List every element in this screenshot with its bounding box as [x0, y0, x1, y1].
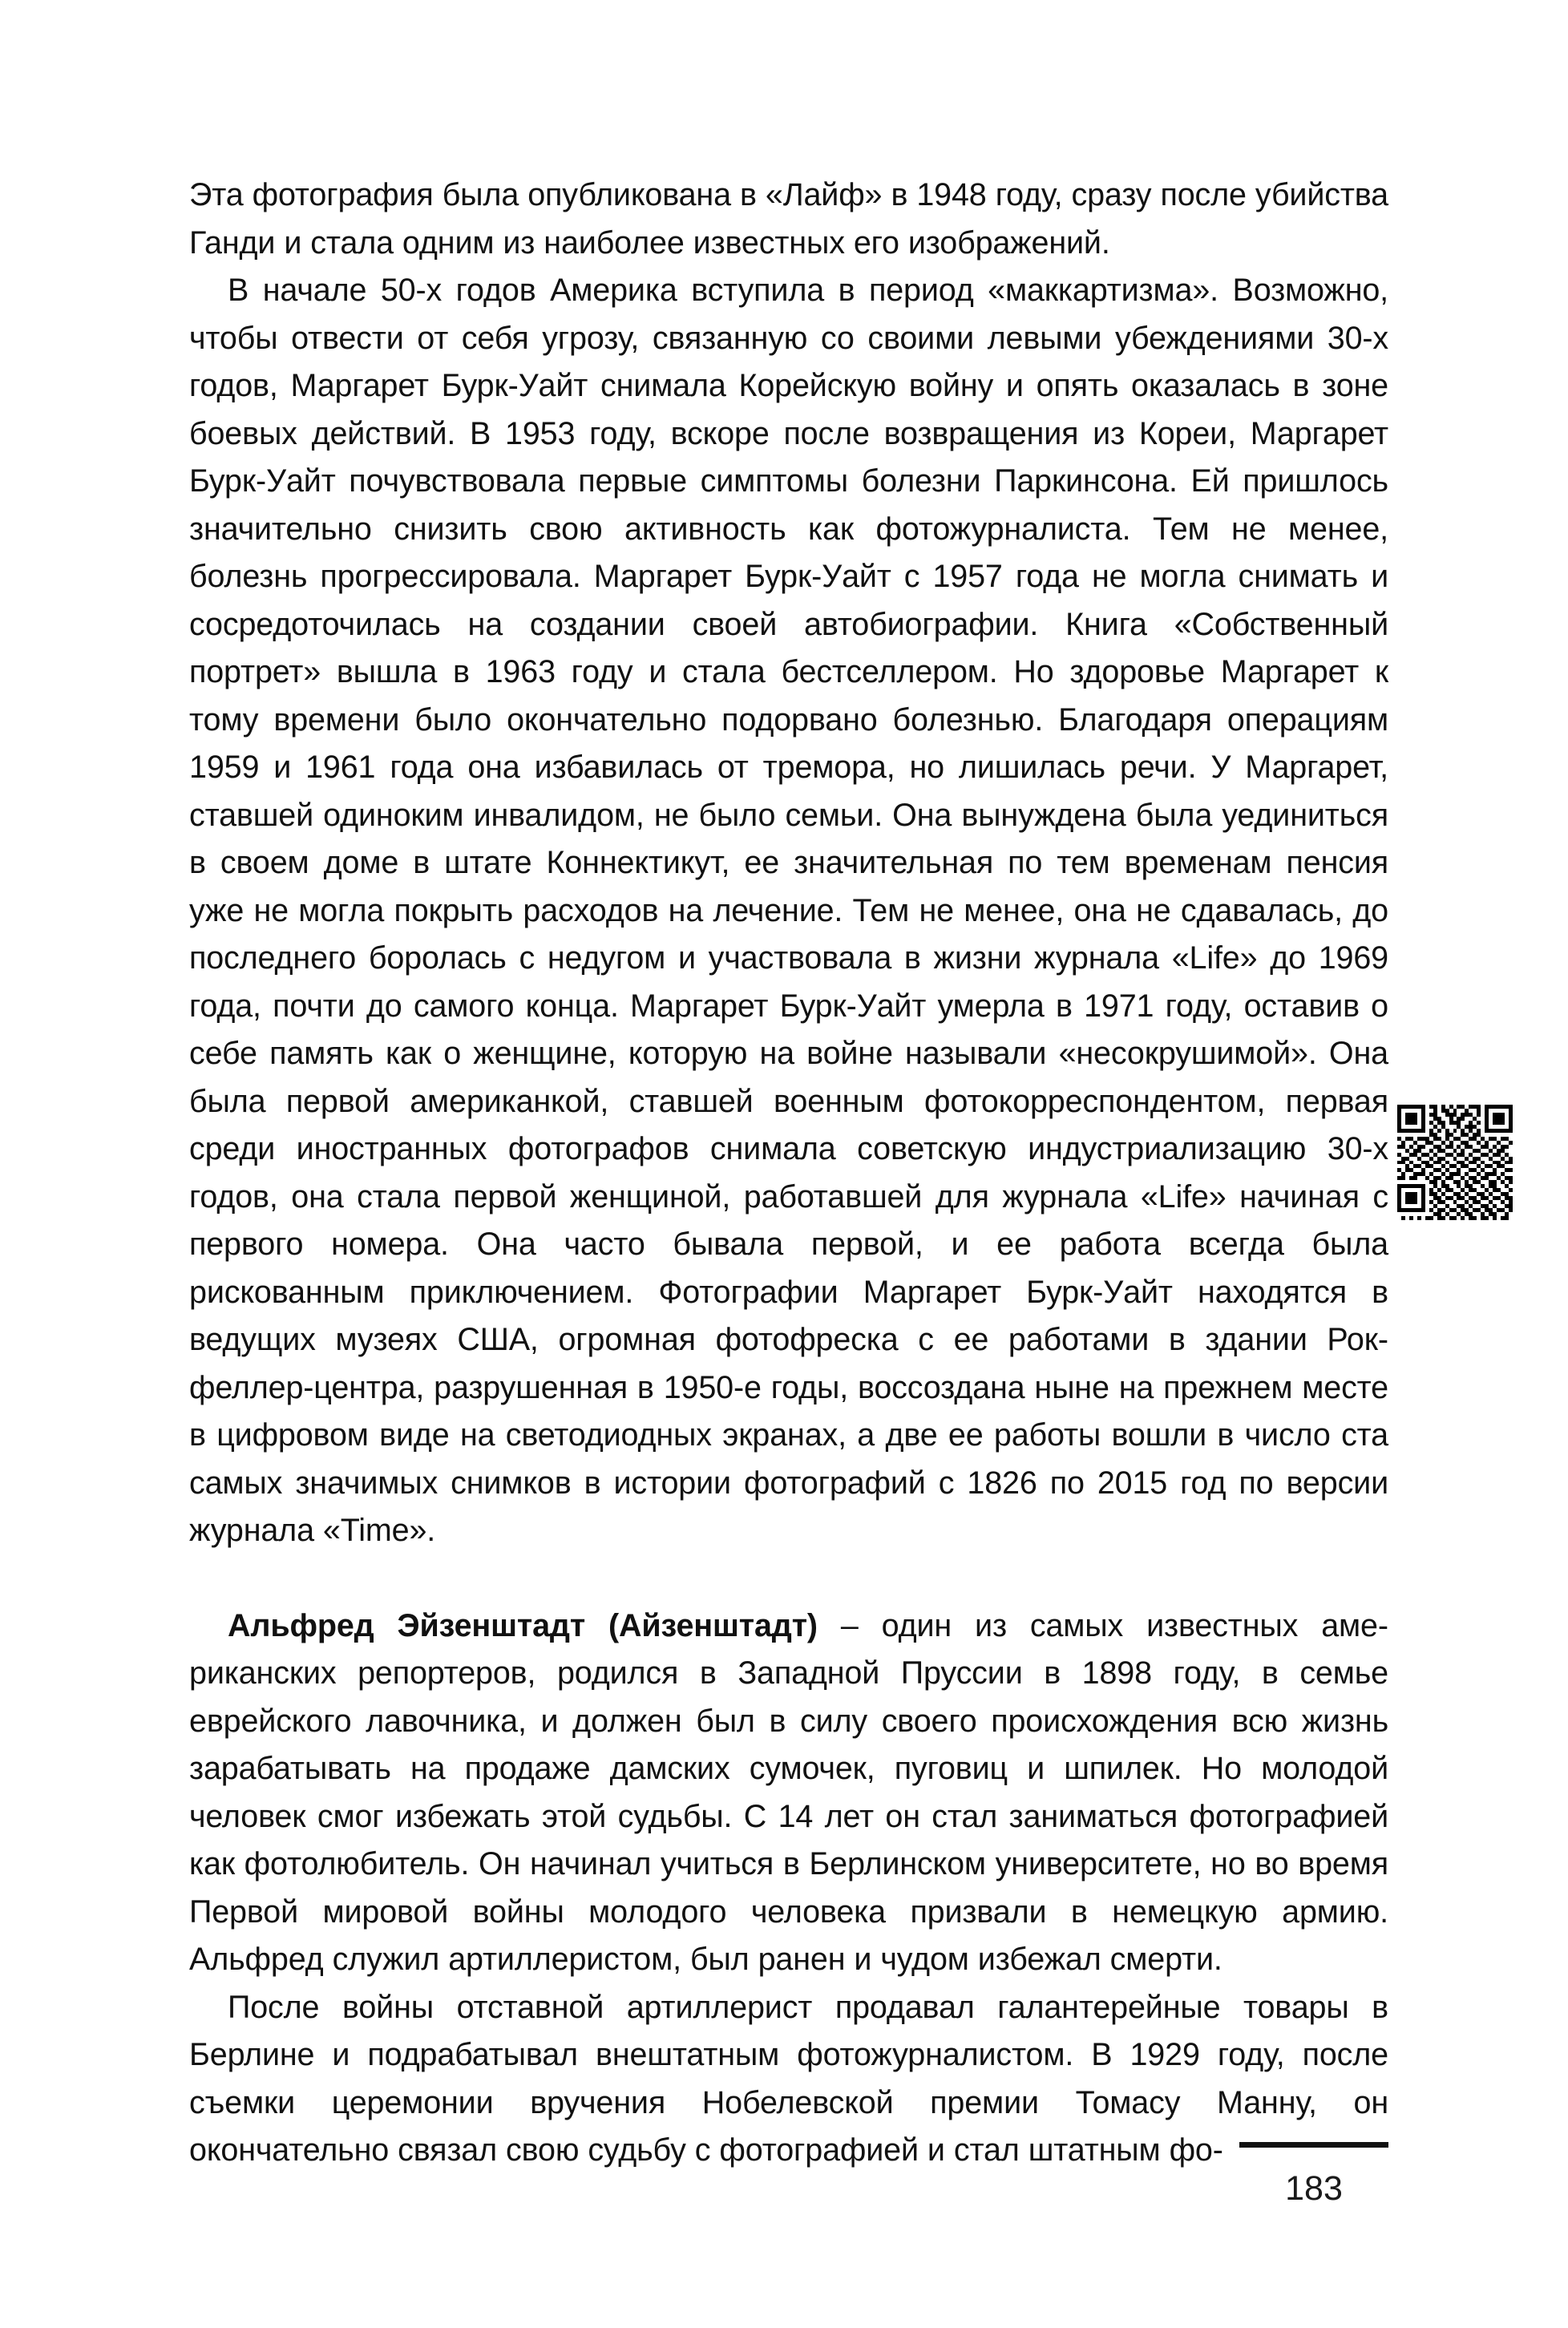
page-text-column	[189, 172, 1388, 2175]
footer-divider	[1239, 2142, 1388, 2148]
paragraph-eisenstaedt-postwar: После войны отставной артиллерист продавал галантерейные товары в Берлине и подрабатывал внештатным фотожурналистом. В 1929 году, после съемки церемонии вручения Нобелевской премии Томасу Манну, он окончательно связал свою судьбу с фотографией и стал штатным фо-	[189, 1989, 1388, 2168]
paragraph-eisenstaedt-intro	[189, 1603, 1388, 1984]
paragraph-gandhi-photo: Эта фотография была опубликована в «Лайф» в 1948 году, сразу после убийства Ганди и стала одним из наиболее известных его изображений.	[189, 177, 1388, 261]
page-number: 183	[1285, 2169, 1343, 2208]
qr-code[interactable]	[1397, 1105, 1513, 1220]
paragraph-eisenstaedt-intro-body: – один из самых известных американских репортеров, родился в Западной Пруссии в 1898 году, в семье еврейского лавочника, и должен был в силу своего происхождения всю жизнь зарабатывать на продаже дамских сумочек, пуговиц и шпилек. Но молодой человек смог избежать этой судьбы. С 14 лет он стал заниматься фотографией как фотолюбитель. Он начинал учиться в Берлинском университете, но во время Первой мировой войны молодого человека призвали в немецкую армию. Альфред служил артиллеристом, был ранен и чудом избежал смерти.	[189, 1607, 1388, 1977]
paragraph-bourke-white: В начале 50-х годов Америка вступила в период «маккартизма». Возможно, чтобы отвести от себя угрозу, связанную со своими левыми убеждениями 30-х годов, Маргарет Бурк-Уайт снимала Корейскую войну и опять оказалась в зоне боевых действий. В 1953 году, вскоре после возвращения из Кореи, Маргарет Бурк-Уайт почувствовала первые симптомы болезни Паркинсона. Ей пришлось значительно снизить свою активность как фотожурналиста. Тем не менее, болезнь прогрессировала. Маргарет Бурк-Уайт с 1957 года не могла снимать и сосредоточилась на создании своей автобиографии. Книга «Собственный портрет» вышла в 1963 году и стала бестселлером. Но здоровье Маргарет к тому времени было окончательно подорвано болезнью. Благодаря операциям 1959 и 1961 года она избавилась от тремора, но лишилась речи. У Маргарет, ставшей одиноким инвалидом, не было семьи. Она вынуждена была уединиться в своем доме в штате Коннектикут, ее значительная по тем временам пенсия уже не могла покрыть расходов на лечение. Тем не менее, она не сдавалась, до последнего боролась с недугом и участвовала в жизни журнала «Life» до 1969 года, почти до самого конца. Маргарет Бурк-Уайт умерла в 1971 году, оставив о себе память как о женщине, которую на войне называли «несокрушимой». Она была первой американкой, ставшей военным фотокорреспондентом, первая среди иностранных фотографов снимала советскую индустриализацию 30-х годов, она стала первой женщиной, работавшей для журнала «Life» начиная с первого номера. Она часто бывала первой, и ее работа всегда была рискованным приключением. Фотографии Маргарет Бурк-Уайт находятся в ведущих музеях США, огромная фотофреска с ее работами в здании Рокфеллер-центра, разрушенная в 1950-е годы, воссоздана ныне на прежнем месте в цифровом виде на светодиодных экранах, а две ее работы вошли в число ста самых значимых снимков в истории фотографий с 1826 по 2015 год по версии журнала «Time».	[189, 273, 1388, 1548]
lead-name-eisenstaedt: Альфред Эйзенштадт (Айзенштадт)	[228, 1607, 818, 1643]
